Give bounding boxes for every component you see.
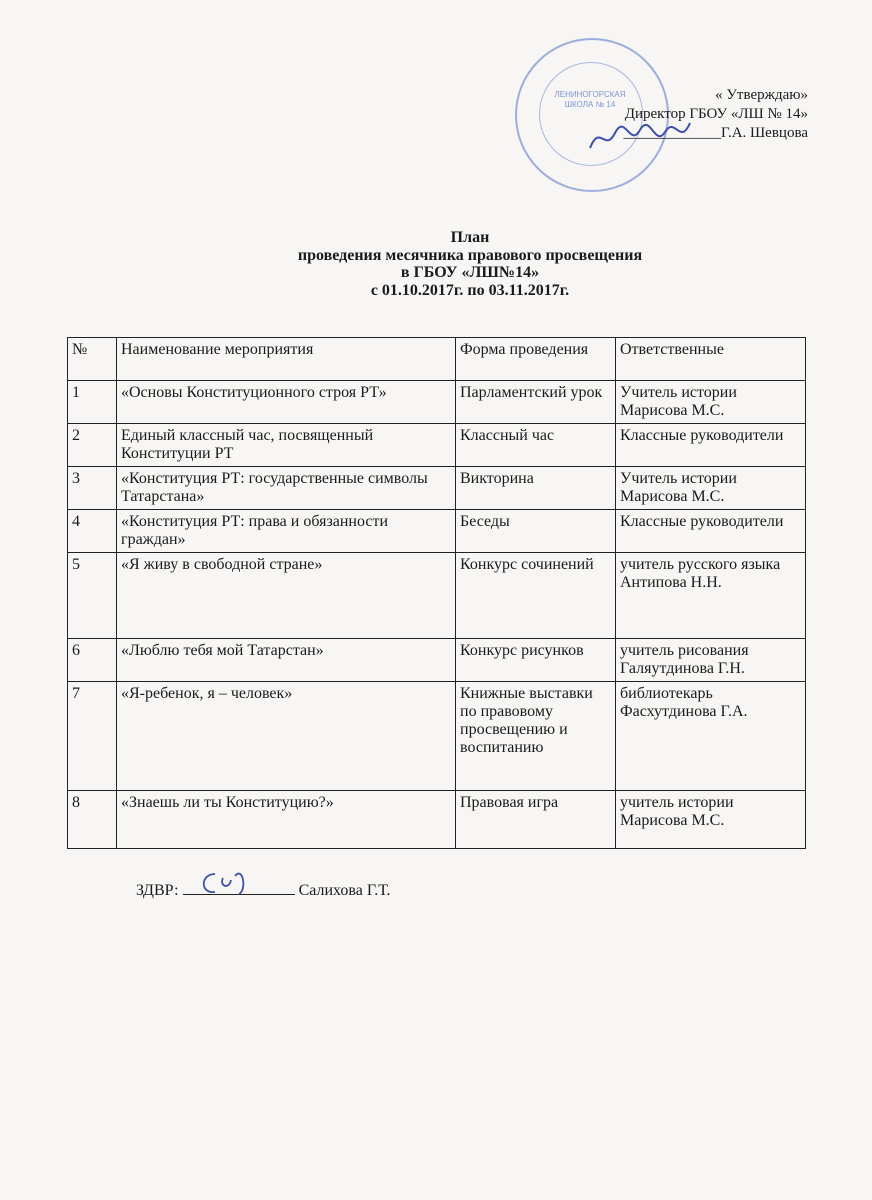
cell-number: 7 [68,682,117,791]
table-row [68,682,806,791]
approval-director: Директор ГБОУ «ЛШ № 14» [624,106,808,122]
cell-event: «Я живу в свободной стране» [117,553,456,639]
cell-number: 1 [68,381,117,424]
cell-number: 5 [68,553,117,639]
table-row [68,381,806,424]
deputy-name: Салихова Г.Т. [298,882,391,899]
cell-event: «Основы Конституционного строя РТ» [117,381,456,424]
table-row [68,791,806,849]
cell-form: Классный час [456,424,616,467]
cell-event: Единый классный час, посвященный Конституции РТ [117,424,456,467]
approval-heading: « Утверждаю» [715,87,808,103]
cell-event: «Люблю тебя мой Татарстан» [117,639,456,682]
cell-responsible: Классные руководители [616,510,806,553]
approval-signature-line: _____________Г.А. Шевцова [623,125,808,141]
cell-event: «Я-ребенок, я – человек» [117,682,456,791]
cell-responsible: Учитель истории Марисова М.С. [616,467,806,510]
table-row [68,639,806,682]
table-row [68,553,806,639]
cell-responsible: учитель рисования Галяутдинова Г.Н. [616,639,806,682]
table-row [68,424,806,467]
events-table [67,337,806,849]
cell-number: 8 [68,791,117,849]
table-header-row [68,338,806,381]
cell-responsible: учитель истории Марисова М.С. [616,791,806,849]
title-dates: с 01.10.2017г. по 03.11.2017г. [370,281,570,299]
cell-form: Правовая игра [456,791,616,849]
cell-number: 2 [68,424,117,467]
header-cell: Ответственные [616,338,806,381]
cell-responsible: учитель русского языка Антипова Н.Н. [616,553,806,639]
title-line: проведения месячника правового просвещения [297,246,643,264]
title-line: План [450,229,490,246]
stamp-text: ЛЕНИНОГОРСКАЯ ШКОЛА № 14 [554,90,626,109]
cell-responsible: Учитель истории Марисова М.С. [616,381,806,424]
title-line: в ГБОУ «ЛШ№14» [400,264,540,281]
cell-form: Беседы [456,510,616,553]
cell-form: Конкурс рисунков [456,639,616,682]
cell-number: 6 [68,639,117,682]
document-title [0,229,872,299]
cell-event: «Конституция РТ: права и обязанности граждан» [117,510,456,553]
header-cell: № [68,338,117,381]
header-cell: Форма проведения [456,338,616,381]
cell-responsible: Классные руководители [616,424,806,467]
cell-number: 4 [68,510,117,553]
deputy-signature [195,866,255,898]
cell-form: Конкурс сочинений [456,553,616,639]
table-row [68,510,806,553]
cell-event: «Конституция РТ: государственные символы Татарстана» [117,467,456,510]
cell-event: «Знаешь ли ты Конституцию?» [117,791,456,849]
cell-number: 3 [68,467,117,510]
cell-form: Книжные выставки по правовому просвещению и воспитанию [456,682,616,791]
table-row [68,467,806,510]
cell-form: Викторина [456,467,616,510]
cell-form: Парламентский урок [456,381,616,424]
approval-block [623,86,808,143]
header-cell: Наименование мероприятия [117,338,456,381]
deputy-role: ЗДВР: [136,882,179,899]
deputy-signature-block [136,880,390,900]
cell-responsible: библиотекарь Фасхутдинова Г.А. [616,682,806,791]
